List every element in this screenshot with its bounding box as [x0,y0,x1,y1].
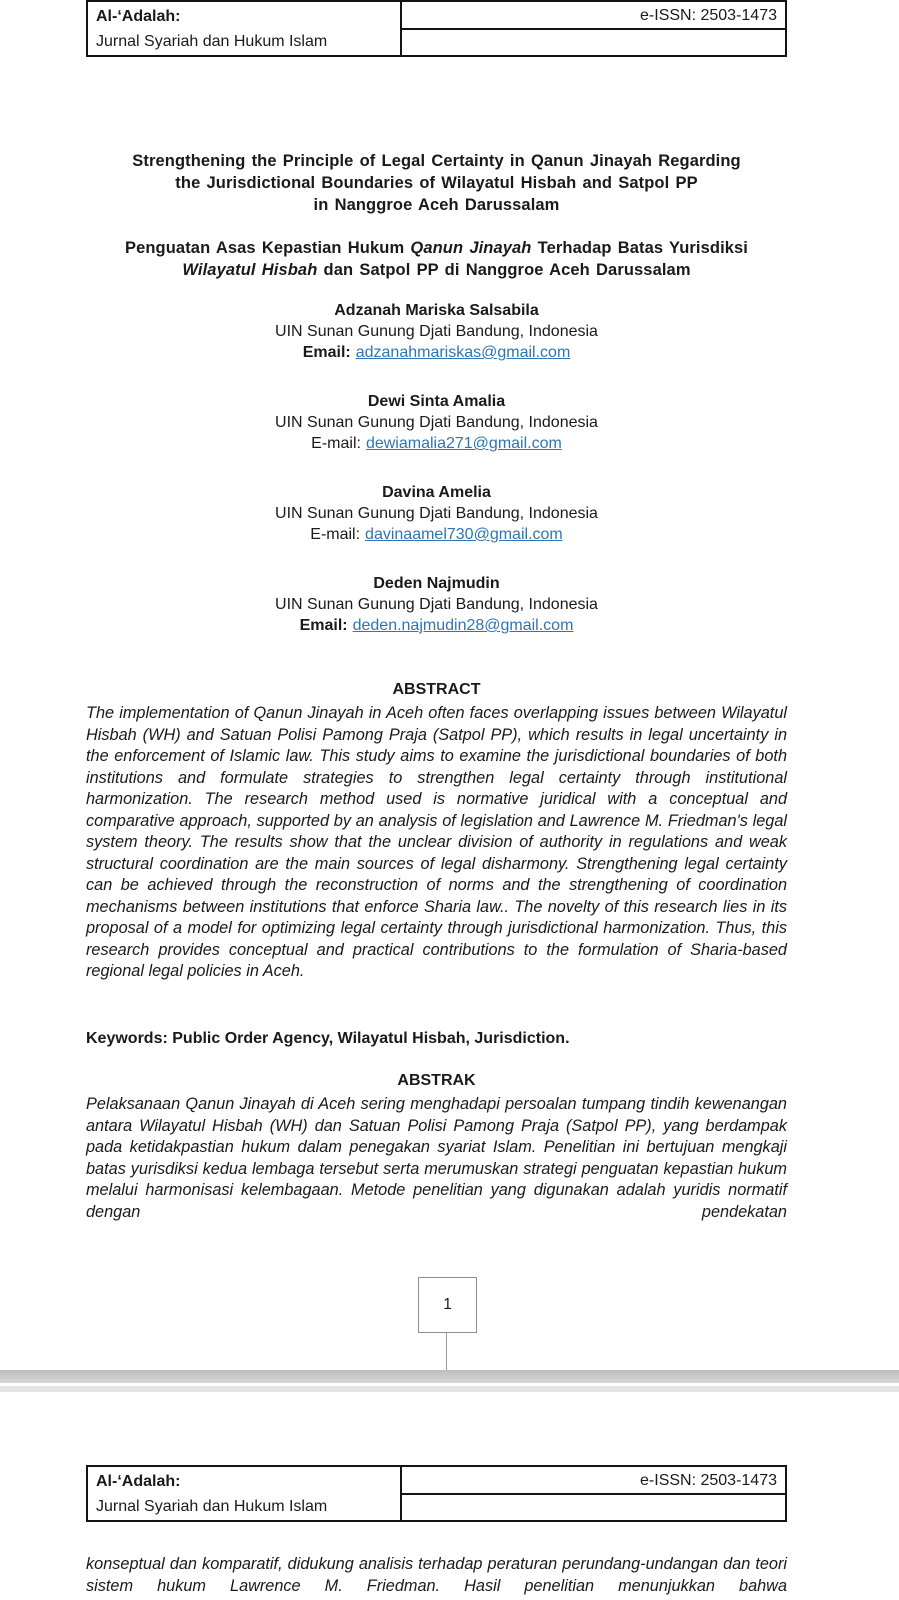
journal-subtitle-p2: Jurnal Syariah dan Hukum Islam [96,1498,328,1515]
author-email-line [86,433,787,454]
abstract-heading-id: ABSTRAK [397,1072,476,1089]
journal-subtitle: Jurnal Syariah dan Hukum Islam [96,33,328,50]
abstract-heading-en: ABSTRACT [392,681,481,698]
journal-name-p2: Al-‘Adalah: [96,1473,181,1490]
keywords-line: Keywords: Public Order Agency, Wilayatul Hisbah, Jurisdiction. [86,1030,570,1047]
email-link[interactable]: davinaamel730@gmail.com [365,526,563,543]
author-email-line [86,615,787,636]
title-en-line1: Strengthening the Principle of Legal Certainty in Qanun Jinayah Regarding [132,152,741,170]
title-id-seg3: Terhadap Batas Yurisdiksi [531,239,748,257]
title-id-seg2-italic: Qanun Jinayah [410,239,532,257]
email-link[interactable]: deden.najmudin28@gmail.com [352,617,574,634]
author-affiliation: UIN Sunan Gunung Djati Bandung, Indonesia [275,414,598,431]
abstract-text-id: Pelaksanaan Qanun Jinayah di Aceh sering menghadapi persoalan tumpang tindih kewenangan antara Wilayatul Hisbah (WH) dan Satuan Polisi Pamong Praja (Satpol PP), yang berdampak pada ketidakpastian hukum dalam penegakan syariat Islam. Penelitian ini bertujuan mengkaji batas yurisdiksi kedua lembaga tersebut serta merumuskan strategi penguatan kepastian hukum melalui harmonisasi kelembagaan. Metode penelitian yang digunakan adalah yuridis normatif dengan pendekatan [86,1095,787,1221]
page-anchor-line [446,1333,447,1370]
author-name: Adzanah Mariska Salsabila [334,302,539,319]
eissn-cell-p2 [402,1467,785,1495]
email-label: Email: [302,344,351,361]
abstract-text-en: The implementation of Qanun Jinayah in Aceh often faces overlapping issues between Wilayatul Hisbah (WH) and Satuan Polisi Pamong Praja (Satpol PP), which results in legal uncertainty in the enforcement of Islamic law. This study aims to examine the jurisdictional boundaries of both institutions and formulate strategies to strengthen legal certainty through institutional harmonization. The research method used is normative juridical with a conceptual and comparative approach, supported by an analysis of legislation and Lawrence M. Friedman's legal system theory. The results show that the unclear division of authority in regulations and weak structural coordination are the main sources of legal disharmony. Strengthening legal certainty can be achieved through the reconstruction of norms and the strengthening of coordination mechanisms between institutions that enforce Sharia law.. The novelty of this research lies in its proposal of a model for optimizing legal certainty through jurisdictional harmonization. Thus, this research provides conceptual and practical contributions to the formulation of Sharia-based regional legal policies in Aceh. [86,704,787,980]
page-number: 1 [443,1296,452,1313]
eissn-value-p2: e-ISSN: 2503-1473 [640,1472,777,1489]
page-separator-band [0,1370,899,1383]
header-blank-cell [402,30,785,55]
author-block-2 [86,391,787,454]
email-label: Email: [299,617,348,634]
title-id-seg1: Penguatan Asas Kepastian Hukum [125,239,411,257]
article-title-en [86,150,787,216]
author-affiliation: UIN Sunan Gunung Djati Bandung, Indonesia [275,596,598,613]
author-name: Davina Amelia [382,484,491,501]
email-label: E-mail: [310,526,361,543]
authors-section [86,300,787,664]
journal-name-cell [88,2,402,55]
author-email-line [86,342,787,363]
title-en-line3: in Nanggroe Aceh Darussalam [313,196,560,214]
journal-name-cell-p2 [88,1467,402,1520]
continuation-text: konseptual dan komparatif, didukung analisis terhadap peraturan perundang-undangan dan teori sistem hukum Lawrence M. Friedman. Hasil penelitian menunjukkan bahwa [86,1555,787,1595]
page-separator-band-light [0,1386,899,1392]
header-blank-cell-p2 [402,1495,785,1520]
author-name: Deden Najmudin [373,575,500,592]
email-label: E-mail: [311,435,361,452]
title-id-seg4-italic: Wilayatul Hisbah [182,261,318,279]
eissn-cell [402,2,785,30]
journal-name: Al-‘Adalah: [96,8,181,25]
author-block-3 [86,482,787,545]
author-affiliation: UIN Sunan Gunung Djati Bandung, Indonesia [275,323,598,340]
author-name: Dewi Sinta Amalia [367,393,506,410]
article-title-id [86,237,787,281]
author-affiliation: UIN Sunan Gunung Djati Bandung, Indonesia [275,505,598,522]
author-block-1 [86,300,787,363]
eissn-value: e-ISSN: 2503-1473 [640,7,777,24]
title-id-seg5: dan Satpol PP di Nanggroe Aceh Darussalam [317,261,691,279]
author-block-4 [86,573,787,636]
email-link[interactable]: dewiamalia271@gmail.com [365,435,562,452]
journal-header-table-p2 [86,1465,787,1522]
author-email-line [86,524,787,545]
page-number-box [418,1277,477,1333]
title-en-line2: the Jurisdictional Boundaries of Wilayatul Hisbah and Satpol PP [175,174,698,192]
email-link[interactable]: adzanahmariskas@gmail.com [355,344,571,361]
journal-header-table [86,0,787,57]
